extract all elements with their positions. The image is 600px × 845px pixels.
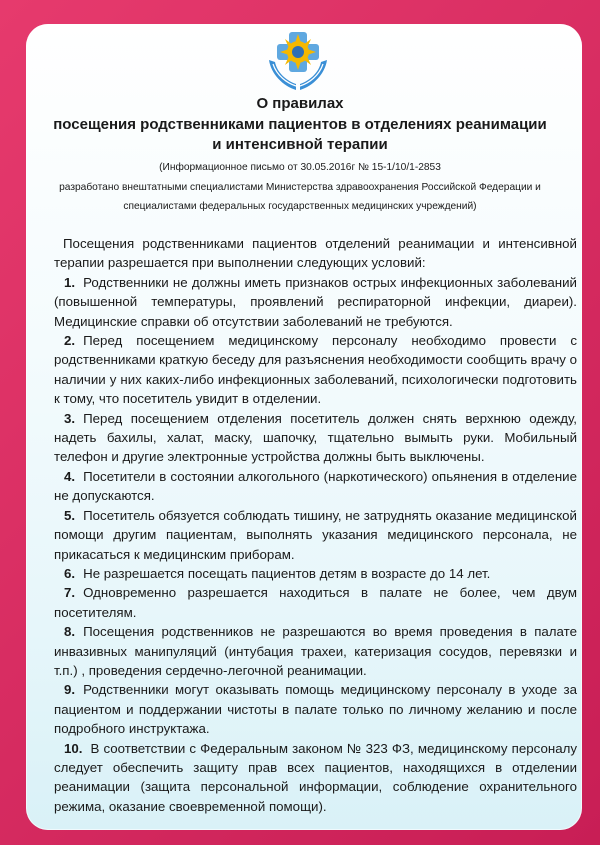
hands-sun-logo-icon — [263, 30, 333, 98]
rule-item — [54, 331, 577, 409]
rule-text: Одновременно разрешается находиться в палате не более, чем двум посетителям. — [54, 585, 577, 620]
rule-number: 10. — [64, 740, 83, 756]
rule-text: Посещения родственников не разрешаются во время проведения в палате инвазивных манипуляций (интубация трахеи, катеризация сосудов, перевязки и т.п.) , проведения сердечно-легочной реанимации. — [54, 624, 577, 678]
rule-item — [54, 583, 577, 622]
rule-text: Перед посещением отделения посетитель должен снять верхнюю одежду, надеть бахилы, халат, маску, шапочку, тщательно вымыть руки. Мобильный телефон и другие электронные устройства должны быть выключены. — [54, 410, 577, 465]
info-letter-reference: (Информационное письмо от 30.05.2016г № 15-1/10/1-2853 — [159, 162, 441, 173]
rule-text: В соответствии с Федеральным законом № 323 ФЗ, медицинскому персоналу следует обеспечить защиту прав всех пациентов, находящихся в отделении реанимации (защита персональной информации, соблюдение охранительного режима, оказание своевременной помощи). — [54, 740, 577, 814]
rule-number: 4. — [64, 468, 76, 484]
rule-text: Посетитель обязуется соблюдать тишину, не затруднять оказание медицинской помощи другим пациентам, выполнять указания медицинского персонала, не прикасаться к медицинским приборам. — [54, 507, 577, 562]
page-title-line-1: О правилах — [256, 95, 344, 112]
rule-text: Родственники могут оказывать помощь медицинскому персоналу в уходе за пациентом и поддержании чистоты в палате только по личному желанию и после подробного инструктажа. — [54, 682, 577, 737]
rule-item — [54, 273, 577, 331]
page-title-line-2: посещения родственниками пациентов в отделениях реанимации — [53, 116, 547, 133]
rule-number: 1. — [64, 274, 76, 290]
rule-number: 7. — [64, 585, 76, 601]
rule-text: Родственники не должны иметь признаков острых инфекционных заболеваний (повышенной температуры, проявлений респираторной инфекции, диареи). Медицинские справки об отсутствии заболеваний не требуются. — [54, 274, 577, 329]
rule-number: 9. — [64, 682, 76, 698]
rules-intro: Посещения родственниками пациентов отделений реанимации и интенсивной терапии разрешается при выполнении следующих условий: — [54, 236, 577, 271]
info-developed-by-line-2: специалистами федеральных государственных медицинских учреждений) — [123, 201, 477, 212]
rule-number: 5. — [64, 507, 76, 523]
rule-text: Не разрешается посещать пациентов детям в возрасте до 14 лет. — [83, 565, 491, 581]
rule-text: Перед посещением медицинскому персоналу необходимо провести с родственниками краткую беседу для разъяснения необходимости сообщить врачу о наличии у них каких-либо инфекционных заболеваний, психологически подготовить к тому, что посетитель увидит в отделении. — [54, 333, 578, 407]
rule-item — [54, 409, 577, 467]
rule-number: 3. — [64, 410, 76, 426]
rule-item — [54, 467, 577, 506]
rule-item — [54, 564, 577, 583]
rule-text: Посетители в состоянии алкогольного (наркотического) опьянения в отделение не допускаются. — [54, 468, 577, 504]
rule-item — [54, 622, 577, 680]
rule-item — [54, 506, 577, 564]
rule-item — [54, 739, 577, 817]
info-developed-by-line-1: разработано внештатными специалистами Министерства здравоохранения Российской Федерации и — [59, 182, 541, 193]
rule-number: 6. — [64, 565, 76, 581]
page-title-line-3: и интенсивной терапии — [212, 136, 388, 153]
rules-body — [54, 234, 577, 816]
rule-number: 2. — [64, 333, 76, 349]
rule-number: 8. — [64, 624, 76, 640]
rule-item — [54, 680, 577, 738]
